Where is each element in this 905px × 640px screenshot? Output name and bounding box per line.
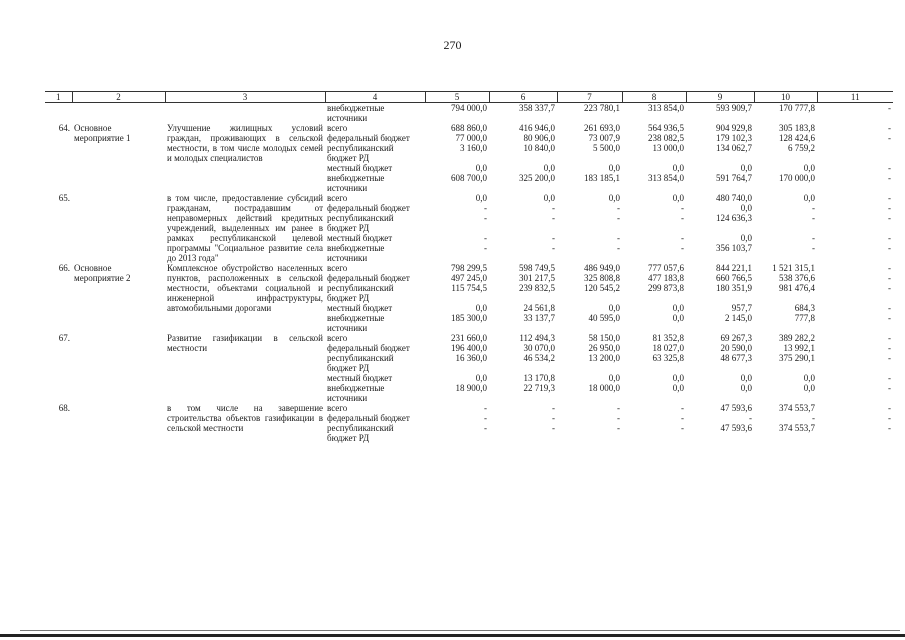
measure-name-cell: Основное мероприятие 2: [74, 263, 131, 283]
value-cell: 48 677,3: [720, 353, 752, 363]
value-cell: 374 553,7: [779, 423, 815, 433]
value-cell: 22 719,3: [523, 383, 555, 393]
value-cell: 981 476,4: [779, 283, 815, 293]
value-cell: 794 000,0: [451, 103, 487, 113]
value-cell: 58 150,0: [588, 333, 620, 343]
value-cell: 305 183,8: [779, 123, 815, 133]
column-11-cell: -: [888, 133, 891, 143]
value-cell: -: [552, 233, 555, 243]
value-cell: 112 494,3: [519, 333, 555, 343]
value-cell: 63 325,8: [652, 353, 684, 363]
value-cell: 238 082,5: [648, 133, 684, 143]
value-cell: 231 660,0: [451, 333, 487, 343]
funding-source-cell: всего: [327, 263, 348, 273]
value-cell: 374 553,7: [779, 403, 815, 413]
value-cell: 564 936,5: [648, 123, 684, 133]
value-cell: 69 267,3: [720, 333, 752, 343]
value-cell: 80 906,0: [523, 133, 555, 143]
value-cell: 777,8: [794, 313, 815, 323]
value-cell: 179 102,3: [716, 133, 752, 143]
column-header-1: 1: [45, 92, 72, 103]
funding-source-cell: всего: [327, 403, 348, 413]
value-cell: 416 946,0: [519, 123, 555, 133]
value-cell: -: [681, 423, 684, 433]
funding-source-cell: всего: [327, 193, 348, 203]
table-row: [45, 193, 893, 203]
value-cell: 0,0: [543, 193, 555, 203]
value-cell: 0,0: [608, 193, 620, 203]
funding-source-cell: республиканский бюджет РД: [327, 143, 394, 163]
value-cell: -: [681, 213, 684, 223]
funding-source-cell: республиканский бюджет РД: [327, 213, 394, 233]
value-cell: 47 593,6: [720, 423, 752, 433]
value-cell: 120 545,2: [584, 283, 620, 293]
value-cell: 904 929,8: [716, 123, 752, 133]
value-cell: 325 200,0: [519, 173, 555, 183]
column-11-cell: -: [888, 303, 891, 313]
value-cell: 957,7: [731, 303, 752, 313]
funding-source-cell: местный бюджет: [327, 303, 393, 313]
value-cell: 24 561,8: [523, 303, 555, 313]
value-cell: 81 352,8: [652, 333, 684, 343]
value-cell: 0,0: [608, 303, 620, 313]
funding-source-cell: республиканский бюджет РД: [327, 353, 394, 373]
funding-source-cell: республиканский бюджет РД: [327, 283, 394, 303]
value-cell: 497 245,0: [451, 273, 487, 283]
value-cell: 13 170,8: [523, 373, 555, 383]
funding-source-cell: федеральный бюджет: [327, 343, 410, 353]
value-cell: 0,0: [672, 163, 684, 173]
value-cell: 124 636,3: [716, 213, 752, 223]
funding-source-cell: внебюджетные источники: [327, 383, 385, 403]
column-11-cell: -: [888, 123, 891, 133]
value-cell: 170 000,0: [779, 173, 815, 183]
funding-source-cell: местный бюджет: [327, 233, 393, 243]
table-row: [45, 123, 893, 133]
value-cell: -: [617, 423, 620, 433]
column-11-cell: -: [888, 243, 891, 253]
column-11-cell: -: [888, 333, 891, 343]
value-cell: 185 300,0: [451, 313, 487, 323]
measure-name-cell: [72, 403, 165, 443]
value-cell: -: [617, 203, 620, 213]
column-11-cell: -: [888, 163, 891, 173]
column-11-cell: -: [888, 383, 891, 393]
value-cell: -: [812, 413, 815, 423]
column-11-cell: -: [888, 423, 891, 433]
table-body: [45, 92, 893, 444]
value-cell: 598 749,5: [519, 263, 555, 273]
column-header-3: 3: [165, 92, 325, 103]
value-cell: -: [484, 403, 487, 413]
column-header-10: 10: [754, 92, 817, 103]
value-cell: 356 103,7: [716, 243, 752, 253]
column-11-cell: -: [888, 273, 891, 283]
value-cell: 684,3: [794, 303, 815, 313]
value-cell: 0,0: [740, 163, 752, 173]
value-cell: 3 160,0: [460, 143, 487, 153]
column-11-cell: -: [888, 373, 891, 383]
value-cell: 486 949,0: [584, 263, 620, 273]
column-header-2: 2: [72, 92, 165, 103]
table-row: [45, 263, 893, 273]
funding-source-cell: федеральный бюджет: [327, 203, 410, 213]
value-cell: 299 873,8: [648, 283, 684, 293]
column-11-cell: -: [888, 193, 891, 203]
value-cell: -: [552, 423, 555, 433]
value-cell: 18 900,0: [455, 383, 487, 393]
measure-name-cell: [72, 333, 165, 403]
value-cell: 180 351,9: [716, 283, 752, 293]
value-cell: 0,0: [740, 203, 752, 213]
value-cell: 183 185,1: [584, 173, 620, 183]
bottom-rule: [0, 634, 905, 637]
value-cell: 1 521 315,1: [772, 263, 815, 273]
row-number-cell: 65.: [58, 193, 70, 203]
row-number-cell: 66.: [58, 263, 70, 273]
page-number: 270: [443, 38, 462, 52]
column-11-cell: -: [888, 283, 891, 293]
value-cell: 0,0: [672, 383, 684, 393]
value-cell: 73 007,9: [588, 133, 620, 143]
funding-source-cell: внебюджетные источники: [327, 243, 385, 263]
value-cell: 18 027,0: [652, 343, 684, 353]
value-cell: -: [552, 213, 555, 223]
value-cell: -: [749, 413, 752, 423]
value-cell: 115 754,5: [451, 283, 487, 293]
value-cell: 261 693,0: [584, 123, 620, 133]
funding-source-cell: федеральный бюджет: [327, 273, 410, 283]
description-cell: Улучшение жилищных условий граждан, проживающих в сельской местности, в том числе молодых семей и молодых специалистов: [167, 123, 323, 163]
value-cell: 358 337,7: [519, 103, 555, 113]
value-cell: 301 217,5: [519, 273, 555, 283]
value-cell: -: [484, 423, 487, 433]
value-cell: 593 909,7: [716, 103, 752, 113]
column-header-4: 4: [325, 92, 425, 103]
value-cell: -: [681, 233, 684, 243]
value-cell: 13 000,0: [652, 143, 684, 153]
description-cell: в том числе на завершение строительства объектов газификации в сельской местности: [167, 403, 323, 433]
column-11-cell: -: [888, 263, 891, 273]
value-cell: 0,0: [803, 193, 815, 203]
value-cell: 77 000,0: [455, 133, 487, 143]
value-cell: 33 137,7: [523, 313, 555, 323]
row-number-cell: 68.: [58, 403, 70, 413]
value-cell: 13 992,1: [783, 343, 815, 353]
column-header-8: 8: [622, 92, 686, 103]
column-header-5: 5: [425, 92, 489, 103]
column-11-cell: -: [888, 213, 891, 223]
value-cell: -: [617, 403, 620, 413]
row-number-cell: 64.: [58, 123, 70, 133]
funding-source-cell: внебюджетные источники: [327, 103, 385, 123]
row-number-cell: [45, 103, 72, 124]
column-header-11: 11: [817, 92, 893, 103]
funding-source-cell: федеральный бюджет: [327, 413, 410, 423]
funding-source-cell: местный бюджет: [327, 163, 393, 173]
value-cell: -: [484, 233, 487, 243]
value-cell: 10 840,0: [523, 143, 555, 153]
funding-source-cell: республиканский бюджет РД: [327, 423, 394, 443]
value-cell: 660 766,5: [716, 273, 752, 283]
value-cell: 591 764,7: [716, 173, 752, 183]
value-cell: 0,0: [543, 163, 555, 173]
column-11-cell: [817, 143, 893, 163]
funding-source-cell: внебюджетные источники: [327, 313, 385, 333]
value-cell: 134 062,7: [716, 143, 752, 153]
column-11-cell: -: [888, 403, 891, 413]
value-cell: 0,0: [803, 383, 815, 393]
value-cell: -: [552, 243, 555, 253]
measure-name-cell: [72, 193, 165, 263]
value-cell: 0,0: [740, 373, 752, 383]
value-cell: -: [681, 243, 684, 253]
value-cell: 777 057,6: [648, 263, 684, 273]
measure-name-cell: [72, 103, 165, 124]
column-header-6: 6: [489, 92, 557, 103]
value-cell: -: [617, 243, 620, 253]
value-cell: -: [617, 233, 620, 243]
bottom-rule-thin: [20, 630, 900, 631]
value-cell: -: [812, 243, 815, 253]
budget-table: [45, 91, 893, 443]
column-header-9: 9: [686, 92, 754, 103]
value-cell: -: [484, 243, 487, 253]
column-header-row: [45, 92, 893, 103]
table-row: [45, 333, 893, 343]
funding-source-cell: местный бюджет: [327, 373, 393, 383]
value-cell: 0,0: [672, 373, 684, 383]
value-cell: 0,0: [672, 193, 684, 203]
column-11-cell: -: [888, 173, 891, 183]
value-cell: 477 183,8: [648, 273, 684, 283]
funding-source-cell: всего: [327, 333, 348, 343]
value-cell: -: [681, 413, 684, 423]
description-cell: Развитие газификации в сельской местности: [167, 333, 323, 353]
table-row: [45, 403, 893, 413]
value-cell: -: [617, 213, 620, 223]
table-row: [45, 103, 893, 124]
value-cell: -: [812, 233, 815, 243]
value-cell: 608 700,0: [451, 173, 487, 183]
value-cell: 0,0: [475, 193, 487, 203]
value-cell: -: [681, 403, 684, 413]
value-cell: 6 759,2: [788, 143, 815, 153]
value-cell: -: [812, 213, 815, 223]
measure-name-cell: Основное мероприятие 1: [74, 123, 131, 143]
value-cell: 0,0: [475, 163, 487, 173]
column-header-7: 7: [557, 92, 622, 103]
value-cell: 0,0: [672, 313, 684, 323]
description-cell: [165, 103, 325, 124]
column-11-cell: -: [888, 203, 891, 213]
value-cell: 325 808,8: [584, 273, 620, 283]
value-cell: -: [484, 213, 487, 223]
value-cell: 170 777,8: [779, 103, 815, 113]
column-11-cell: -: [888, 103, 891, 113]
value-cell: 223 780,1: [584, 103, 620, 113]
funding-source-cell: федеральный бюджет: [327, 133, 410, 143]
value-cell: 0,0: [803, 373, 815, 383]
value-cell: 844 221,1: [716, 263, 752, 273]
value-cell: 0,0: [475, 373, 487, 383]
value-cell: 0,0: [475, 303, 487, 313]
value-cell: -: [552, 413, 555, 423]
value-cell: 196 400,0: [451, 343, 487, 353]
value-cell: 688 860,0: [451, 123, 487, 133]
value-cell: 26 950,0: [588, 343, 620, 353]
value-cell: 313 854,0: [648, 173, 684, 183]
value-cell: 2 145,0: [725, 313, 752, 323]
value-cell: 375 290,1: [779, 353, 815, 363]
value-cell: -: [552, 403, 555, 413]
value-cell: 13 200,0: [588, 353, 620, 363]
description-cell: в том числе, предоставление субсидий гражданам, пострадавшим от неправомерных действий кредитных учреждений, выделенных им ранее в рамках республиканской целевой программы "Социальное развитие села до 2013 года": [167, 193, 323, 263]
value-cell: 0,0: [608, 373, 620, 383]
value-cell: 5 500,0: [593, 143, 620, 153]
value-cell: -: [484, 203, 487, 213]
funding-source-cell: всего: [327, 123, 348, 133]
value-cell: 0,0: [740, 383, 752, 393]
funding-source-cell: внебюджетные источники: [327, 173, 385, 193]
column-11-cell: -: [888, 233, 891, 243]
value-cell: -: [617, 413, 620, 423]
value-cell: 798 299,5: [451, 263, 487, 273]
value-cell: 0,0: [740, 233, 752, 243]
column-11-cell: -: [888, 413, 891, 423]
value-cell: 313 854,0: [648, 103, 684, 113]
value-cell: 20 590,0: [720, 343, 752, 353]
value-cell: 47 593,6: [720, 403, 752, 413]
value-cell: 30 070,0: [523, 343, 555, 353]
value-cell: -: [552, 203, 555, 213]
column-11-cell: -: [888, 353, 891, 363]
value-cell: -: [484, 413, 487, 423]
value-cell: -: [812, 203, 815, 213]
value-cell: 0,0: [803, 163, 815, 173]
value-cell: 389 282,2: [779, 333, 815, 343]
value-cell: 0,0: [672, 303, 684, 313]
value-cell: 40 595,0: [588, 313, 620, 323]
value-cell: 480 740,0: [716, 193, 752, 203]
value-cell: 239 832,5: [519, 283, 555, 293]
column-11-cell: -: [888, 313, 891, 323]
value-cell: 538 376,6: [779, 273, 815, 283]
row-number-cell: 67.: [58, 333, 70, 343]
description-cell: Комплексное обустройство населенных пунктов, расположенных в сельской местности, объектами социальной и инженерной инфраструктуры, автомобильными дорогами: [167, 263, 323, 313]
column-11-cell: -: [888, 343, 891, 353]
value-cell: 16 360,0: [455, 353, 487, 363]
value-cell: 0,0: [608, 163, 620, 173]
value-cell: -: [681, 203, 684, 213]
value-cell: 46 534,2: [523, 353, 555, 363]
value-cell: 128 424,6: [779, 133, 815, 143]
value-cell: 18 000,0: [588, 383, 620, 393]
